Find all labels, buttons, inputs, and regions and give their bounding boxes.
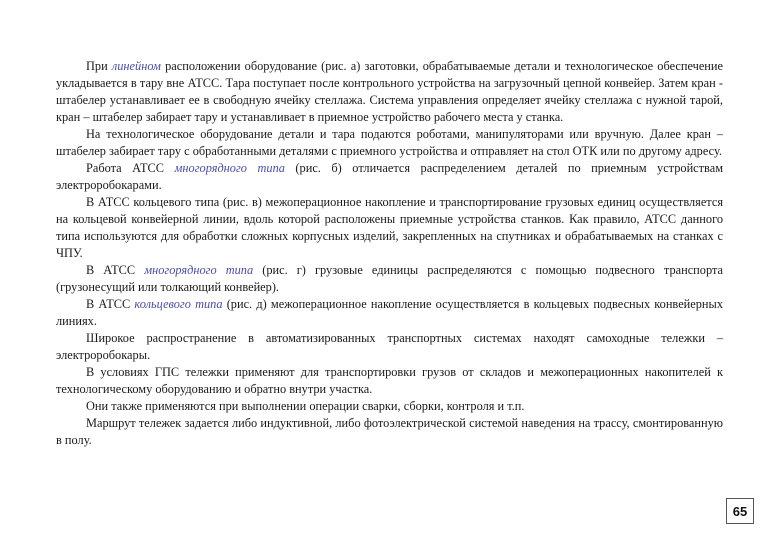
page-number: 65 — [726, 498, 754, 524]
paragraph-text: (рис. д) межоперационное накопление осуществляется в кольцевых подвесных конвейерных линиях. — [56, 297, 723, 328]
paragraph-text: Маршрут тележек задается либо индуктивной, либо фотоэлектрической системой наведения на трассу, смонтированную в полу. — [56, 416, 723, 447]
paragraph-linear — [56, 58, 723, 126]
paragraph-text: (рис. б) отличается распределением деталей по приемным устройствам электроробокарами. — [56, 161, 724, 192]
paragraph-text: Они также применяются при выполнении операции сварки, сборки, контроля и т.п. — [86, 399, 525, 413]
paragraph-text: Широкое распространение в автоматизированных транспортных системах находят самоходные тележки – электроробокары. — [56, 331, 723, 362]
paragraph-welding — [56, 398, 723, 415]
paragraph-text: При — [86, 59, 112, 73]
accent-term: многорядного типа — [174, 161, 285, 175]
accent-term: линейном — [111, 59, 161, 73]
paragraph-multirow-overhead — [56, 262, 723, 296]
accent-term: кольцевого типа — [134, 297, 223, 311]
paragraph-ring — [56, 194, 723, 262]
paragraph-carts — [56, 330, 723, 364]
paragraph-text: В условиях ГПС тележки применяют для транспортировки грузов от складов и межоперационных накопителей к технологическому оборудованию и обратно внутри участка. — [56, 365, 723, 396]
paragraph-text: Работа АТСС — [86, 161, 175, 175]
page-text — [56, 58, 723, 449]
paragraph-gps — [56, 364, 723, 398]
paragraph-robots — [56, 126, 723, 160]
paragraph-text: расположении оборудование (рис. а) заготовки, обрабатываемые детали и технологическое обеспечение укладывается в тару вне АТСС. Тара поступает после контрольного устройства на загрузочный цепной конвейер. Затем кран - штабелер устанавливает ее в свободную ячейку стеллажа. Система управления определяет ячейку стеллажа с нужной тарой, кран – штабелер забирает тару и устанавливает в приемное устройство рабочего места у станка. — [56, 59, 723, 124]
paragraph-text: В АТСС кольцевого типа (рис. в) межоперационное накопление и транспортирование грузовых единиц осуществляется на кольцевой конвейерной линии, вдоль которой расположены приемные устройства станков. Как правило, АТСС данного типа используются для обработки сложных корпусных изделий, закрепленных на спутниках и обрабатываемых на станках с ЧПУ. — [56, 195, 723, 260]
paragraph-ring-overhead — [56, 296, 723, 330]
accent-term: многорядного типа — [144, 263, 254, 277]
paragraph-text: (рис. г) грузовые единицы распределяются с помощью подвесного транспорта (грузонесущий или толкающий конвейер). — [56, 263, 723, 294]
paragraph-text: В АТСС — [86, 263, 145, 277]
paragraph-route — [56, 415, 723, 449]
paragraph-text: В АТСС — [86, 297, 135, 311]
paragraph-text: На технологическое оборудование детали и тара подаются роботами, манипуляторами или вручную. Далее кран – штабелер забирает тару с обработанными деталями с приемного устройства и отправляет на стол ОТК или по другому адресу. — [56, 127, 723, 158]
paragraph-multirow — [56, 160, 723, 194]
